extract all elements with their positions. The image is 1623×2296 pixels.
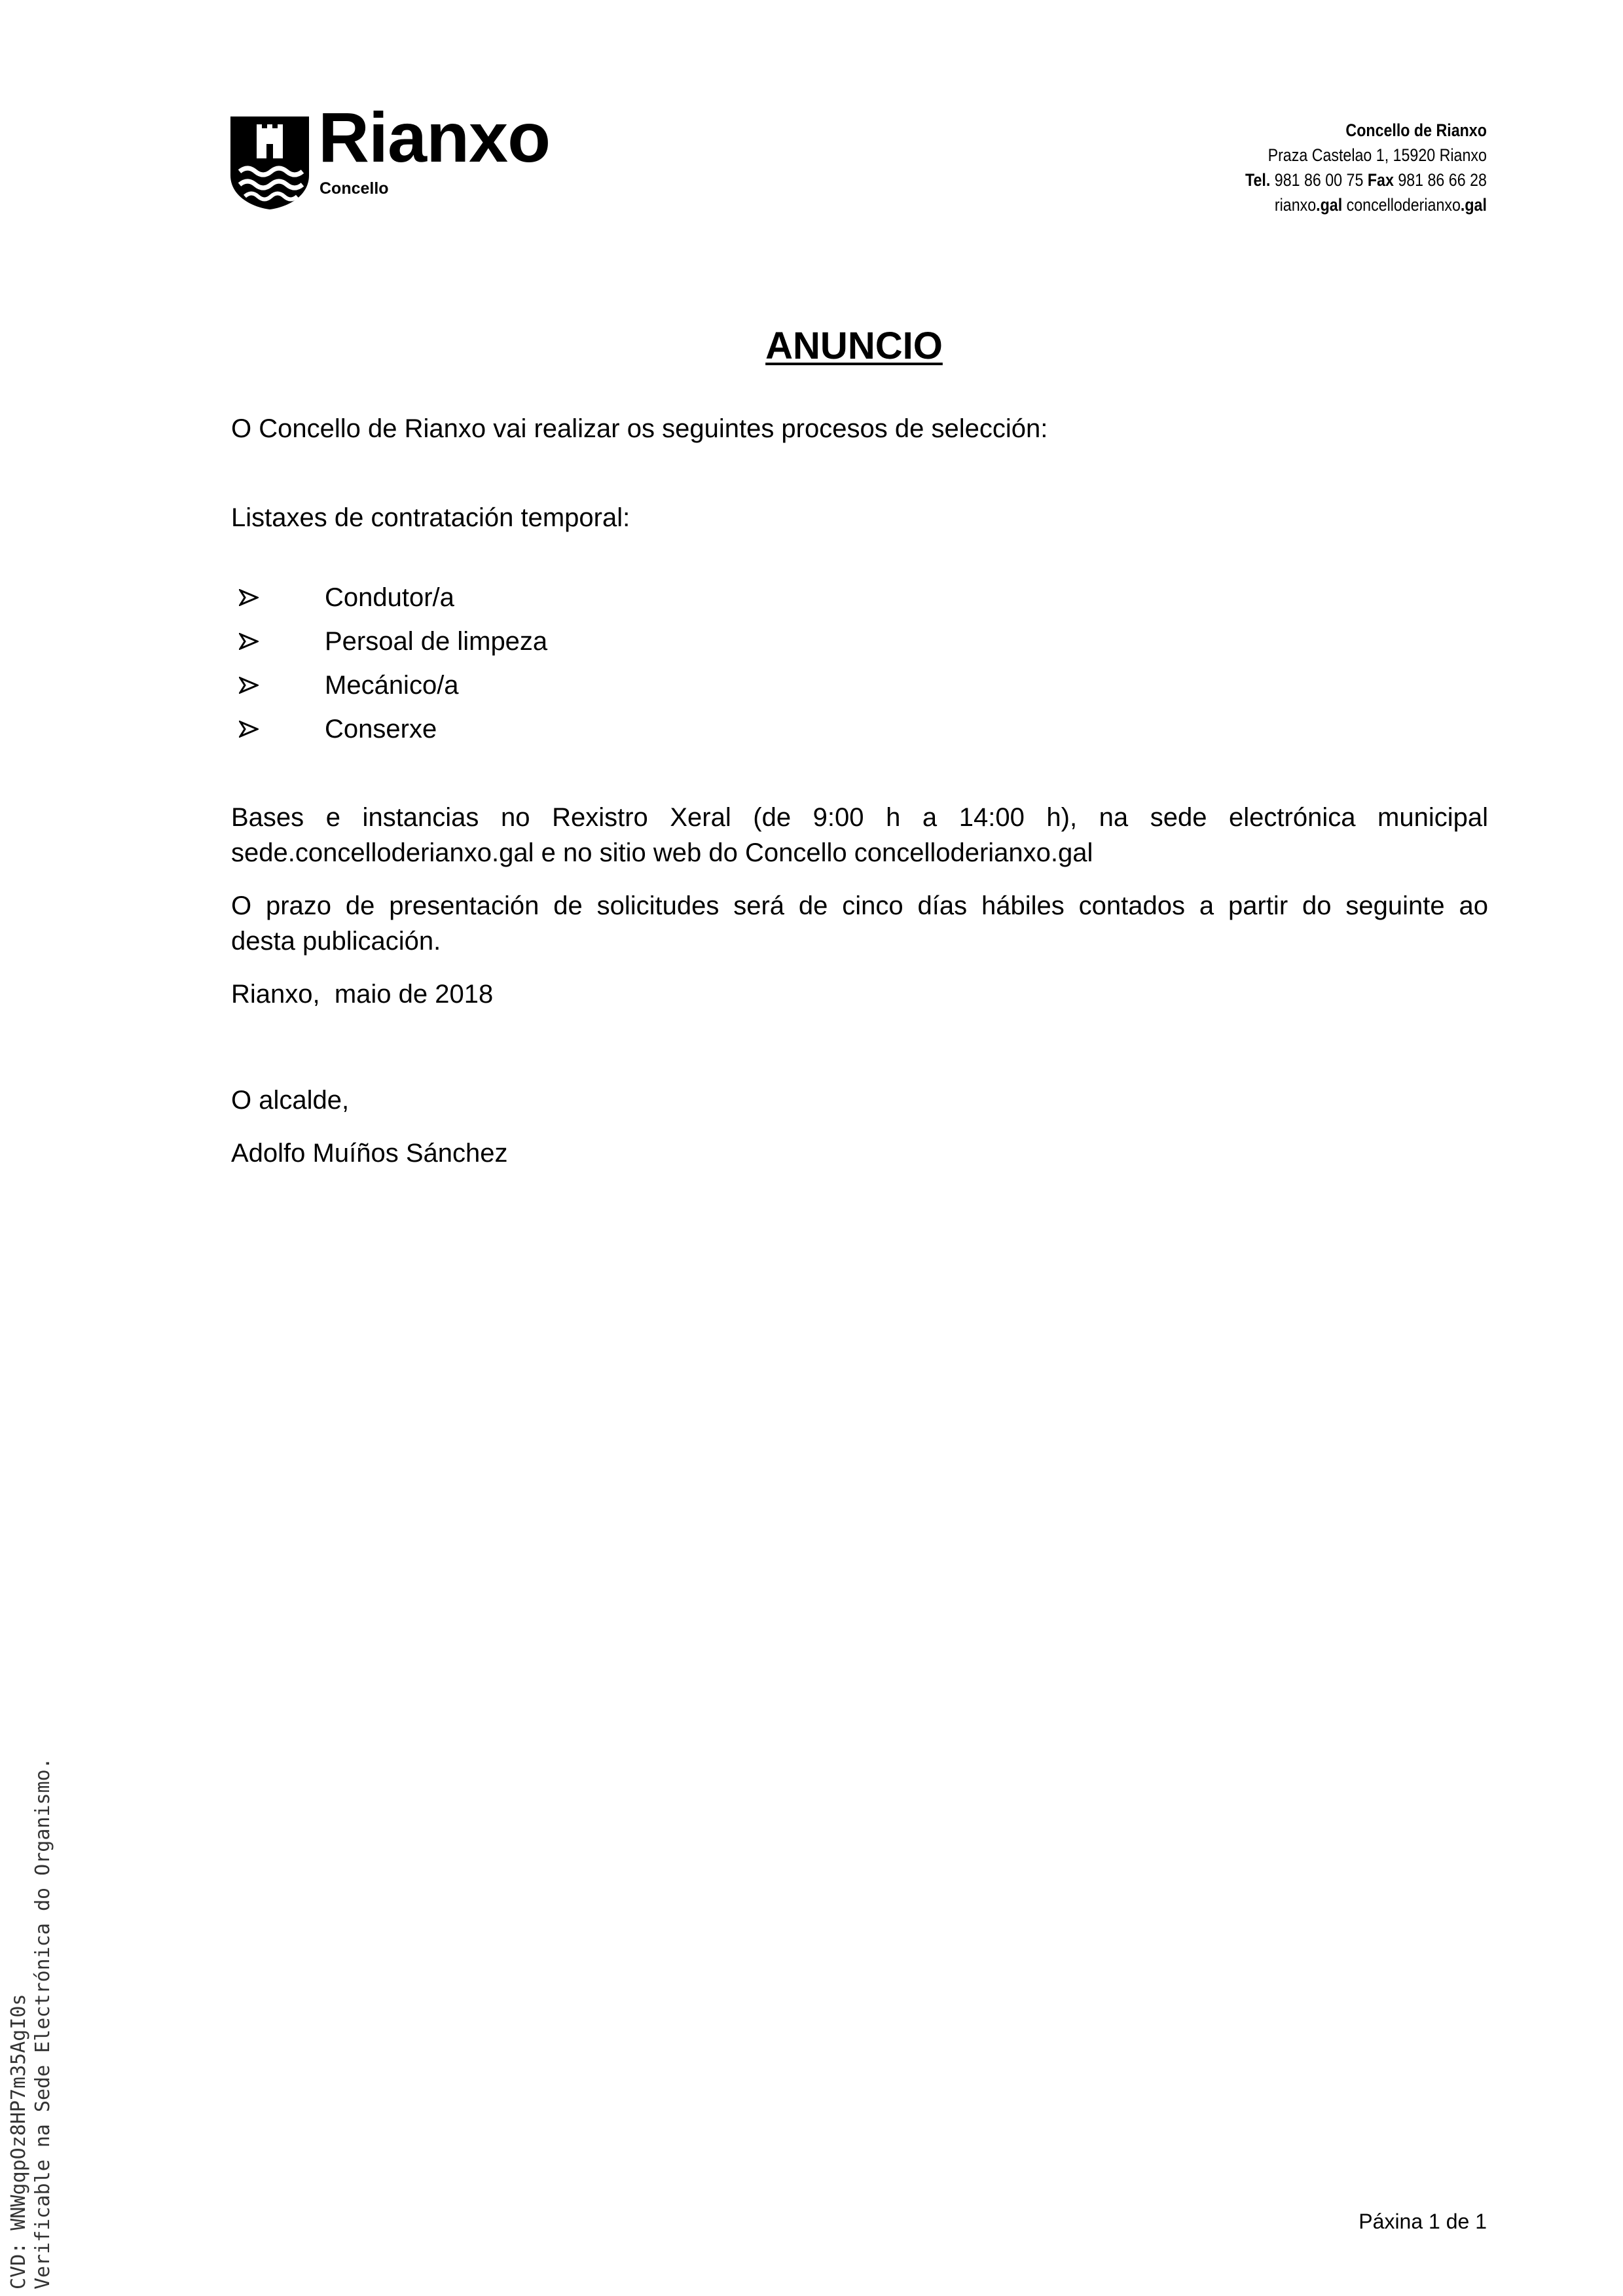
intro-paragraph: O Concello de Rianxo vai realizar os seguintes procesos de selección: (231, 414, 1048, 443)
concello-logo (230, 98, 571, 209)
arrow-bullet-icon (239, 721, 259, 738)
arrow-bullet-icon (239, 633, 259, 650)
castle-shield-icon (230, 117, 309, 209)
cvd-code: CVD: WNWgqpOz8HP7m35AgI0s (7, 1994, 30, 2289)
signatory-name: Adolfo Muíños Sánchez (231, 1139, 508, 1168)
signatory-role: O alcalde, (231, 1086, 350, 1115)
arrow-bullet-icon (239, 589, 259, 606)
fax-label: Fax (1367, 170, 1394, 190)
web1-prefix: rianxo (1275, 195, 1317, 215)
list-heading: Listaxes de contratación temporal: (231, 503, 630, 532)
list-item-label: Mecánico/a (325, 671, 459, 700)
logo-wordmark: Rianxo (318, 98, 551, 177)
web-line (1245, 192, 1487, 217)
address: Praza Castelao 1, 15920 Rianxo (1267, 145, 1487, 165)
cvd-note: Verificable na Sede Electrónica do Organismo. (31, 1757, 54, 2289)
prazo-line-1: O prazo de presentación de solicitudes será de cinco días hábiles contados a partir do seguinte ao (231, 891, 1488, 920)
web2-link[interactable] (1347, 195, 1487, 215)
list-item-label: Condutor/a (325, 583, 454, 612)
web2-suffix: .gal (1460, 195, 1487, 215)
bases-line-2: sede.concelloderianxo.gal e no sitio web do Concello concelloderianxo.gal (231, 838, 1093, 867)
web1-link[interactable] (1275, 195, 1342, 215)
fax-number: 981 86 66 28 (1398, 170, 1487, 190)
contact-block (1245, 118, 1487, 217)
tel-number: 981 86 00 75 (1274, 170, 1364, 190)
page-number: Páxina 1 de 1 (1359, 2210, 1487, 2233)
web2-prefix: concelloderianxo (1346, 195, 1461, 215)
logo-subtitle: Concello (319, 179, 389, 198)
list-item-label: Conserxe (325, 715, 437, 744)
bases-line-1: Bases e instancias no Rexistro Xeral (de 9:00 h a 14:00 h), na sede electrónica municipal (231, 803, 1488, 832)
document-title: ANUNCIO (765, 325, 943, 367)
phone-fax-line (1245, 168, 1487, 192)
list-item-label: Persoal de limpeza (325, 627, 548, 656)
org-name: Concello de Rianxo (1345, 120, 1487, 140)
verification-code (7, 1757, 55, 2289)
tel-label: Tel. (1245, 170, 1271, 190)
arrow-bullet-icon (239, 677, 259, 694)
place-date: Rianxo, maio de 2018 (231, 980, 494, 1009)
web1-suffix: .gal (1316, 195, 1343, 215)
prazo-line-2: desta publicación. (231, 927, 441, 956)
